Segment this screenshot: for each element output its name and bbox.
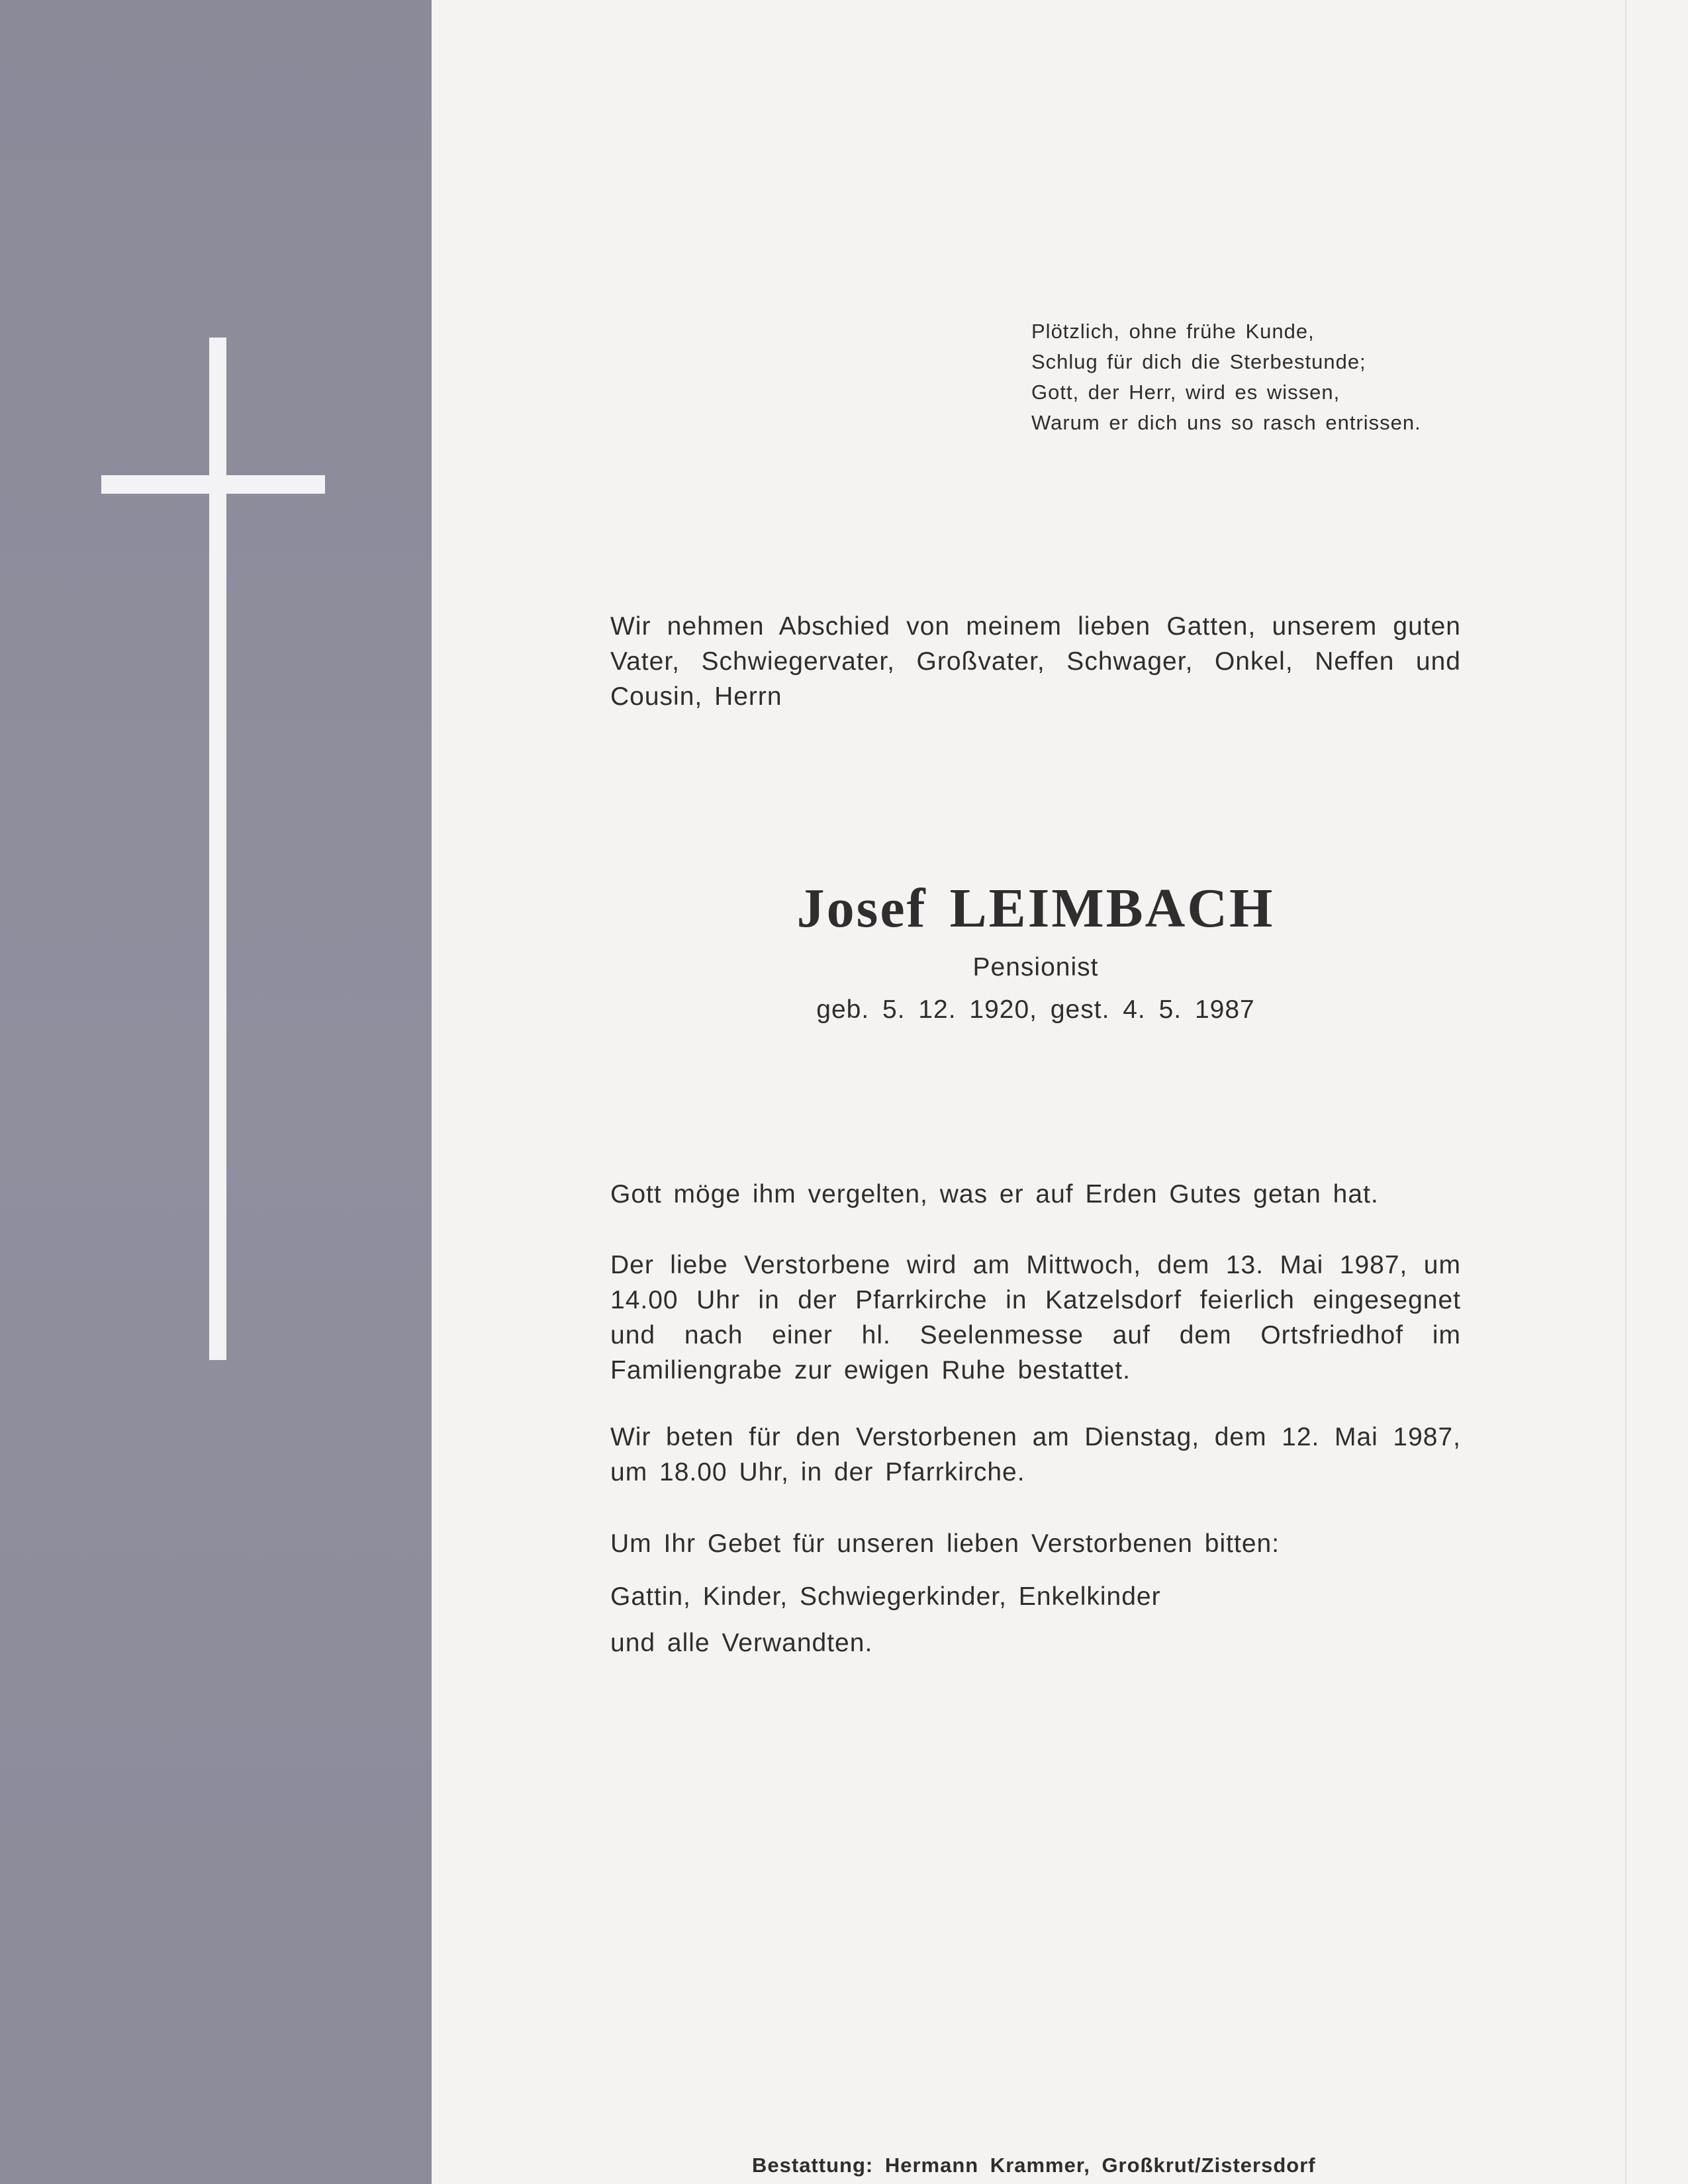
paper-fold-edge (1625, 0, 1626, 2184)
mourners-list: Gattin, Kinder, Schwiegerkinder, Enkelkinder (610, 1582, 1161, 1611)
relatives-line: und alle Verwandten. (610, 1629, 873, 1657)
prayer-service-details: Wir beten für den Verstorbenen am Dienstag, dem 12. Mai 1987, um 18.00 Uhr, in der Pfarrkirche. (610, 1423, 1461, 1486)
farewell-intro: Wir nehmen Abschied von meinem lieben Gatten, unserem guten Vater, Schwiegervater, Großvater, Schwager, Onkel, Neffen und Cousin, Herrn (610, 612, 1461, 711)
poem-line: Plötzlich, ohne frühe Kunde, (1031, 320, 1315, 343)
funeral-home-footer: Bestattung: Hermann Krammer, Großkrut/Zistersdorf (752, 2154, 1316, 2177)
funeral-details: Der liebe Verstorbene wird am Mittwoch, dem 13. Mai 1987, um 14.00 Uhr in der Pfarrkirche in Katzelsdorf feierlich eingesegnet und nach einer hl. Seelenmesse auf dem Ortsfriedhof im Familiengrabe zur ewigen Ruhe bestattet. (610, 1251, 1461, 1385)
deceased-block (610, 872, 1461, 1030)
memorial-poem (1031, 316, 1508, 438)
poem-line: Gott, der Herr, wird es wissen, (1031, 381, 1340, 404)
life-dates: geb. 5. 12. 1920, gest. 4. 5. 1987 (816, 995, 1255, 1024)
cross-icon-horizontal-beam (101, 475, 325, 494)
deceased-occupation: Pensionist (972, 953, 1099, 981)
poem-line: Warum er dich uns so rasch entrissen. (1031, 411, 1421, 434)
deceased-name: Josef LEIMBACH (796, 878, 1275, 939)
poem-line: Schlug für dich die Sterbestunde; (1031, 350, 1366, 373)
prayer-request: Um Ihr Gebet für unseren lieben Verstorbenen bitten: (610, 1529, 1280, 1558)
thanks-line: Gott möge ihm vergelten, was er auf Erden Gutes getan hat. (610, 1180, 1379, 1208)
